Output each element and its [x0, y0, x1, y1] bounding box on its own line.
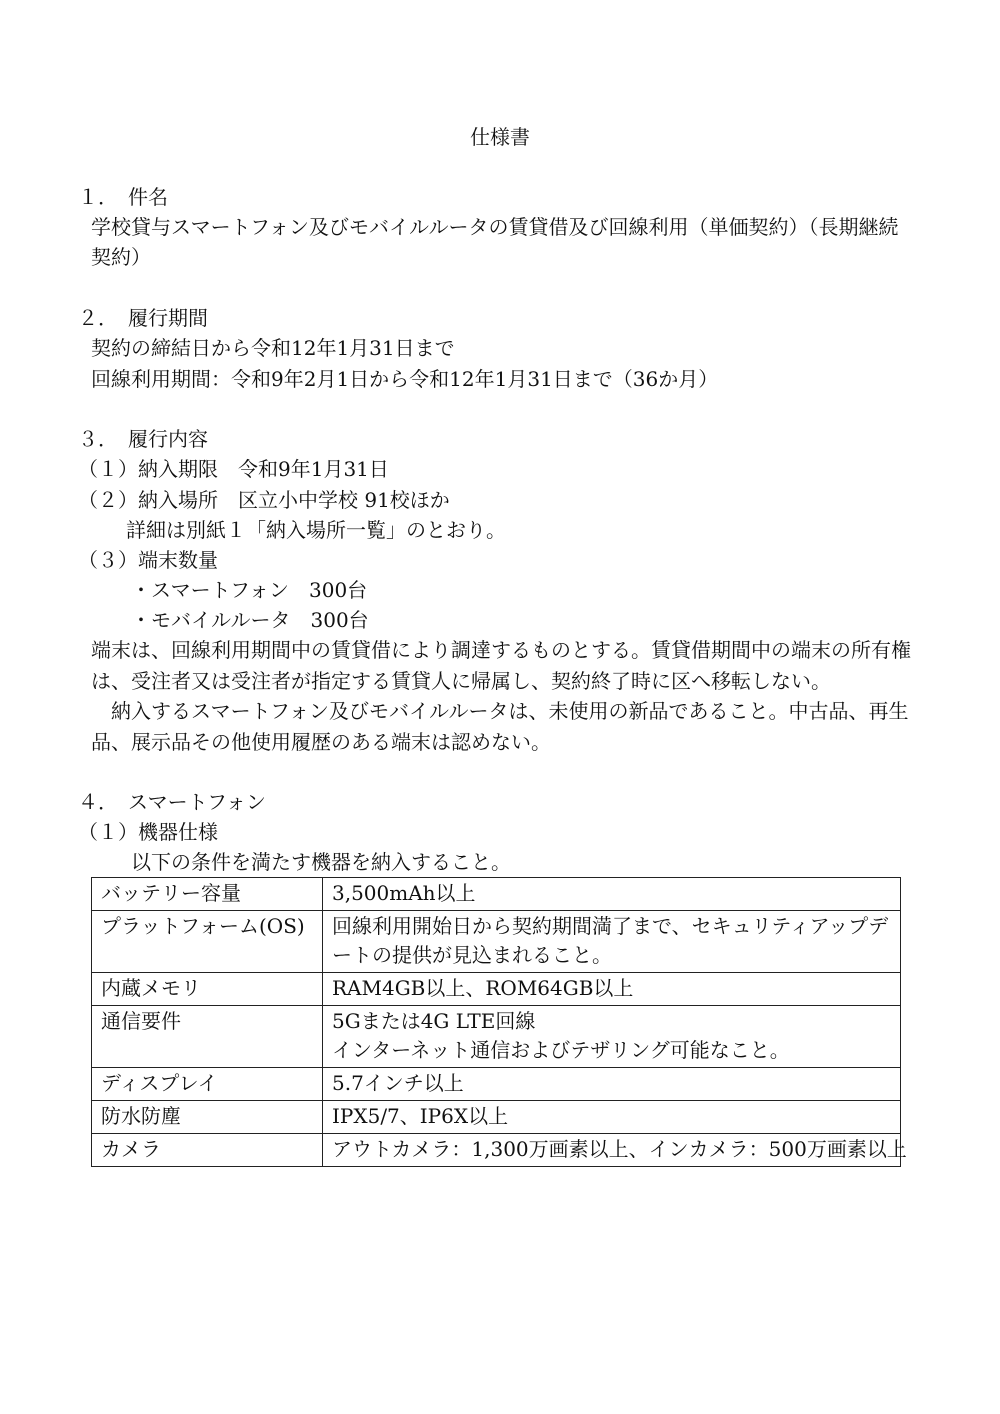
- section-3-item-3: （３）端末数量: [78, 548, 218, 572]
- spec-value: [323, 1006, 901, 1068]
- section-3-paragraph-line-1: 端末は、回線利用期間中の賃貸借により調達するものとする。賃貸借期間中の端末の所有権: [91, 638, 911, 662]
- section-4-heading: ４． スマートフォン: [78, 790, 266, 814]
- spec-table: [91, 877, 907, 1167]
- spec-value: [323, 911, 901, 973]
- spec-label: ディスプレイ: [92, 1068, 323, 1101]
- section-4-intro: 以下の条件を満たす機器を納入すること。: [131, 850, 511, 874]
- spec-label: プラットフォーム(OS): [92, 911, 323, 973]
- spec-value-line: 3,500mAh以上: [332, 881, 476, 905]
- spec-label: カメラ: [92, 1134, 323, 1167]
- section-3-quantity-router: ・モバイルルータ 300台: [131, 608, 369, 632]
- spec-value-line: アウトカメラ：1,300万画素以上、インカメラ：500万画素以上: [332, 1137, 907, 1161]
- section-3-paragraph-line-2: は、受注者又は受注者が指定する賃貸人に帰属し、契約終了時に区へ移転しない。: [91, 669, 831, 693]
- section-3-item-2-detail: 詳細は別紙１「納入場所一覧」のとおり。: [126, 518, 506, 542]
- table-row: [92, 973, 901, 1006]
- section-2-text-line-2: 回線利用期間：令和9年2月1日から令和12年1月31日まで（36か月）: [91, 367, 719, 391]
- spec-value-line: IPX5/7、IP6X以上: [332, 1104, 509, 1128]
- table-row: [92, 1134, 901, 1167]
- spec-value-line: RAM4GB以上、ROM64GB以上: [332, 976, 634, 1000]
- section-3-paragraph-line-3: 納入するスマートフォン及びモバイルルータは、未使用の新品であること。中古品、再生: [91, 699, 909, 723]
- spec-label: 内蔵メモリ: [92, 973, 323, 1006]
- spec-value-line: 5Gまたは4G LTE回線: [332, 1009, 536, 1033]
- section-3-item-1: （１）納入期限 令和9年1月31日: [78, 457, 389, 481]
- section-1-text-line-1: 学校貸与スマートフォン及びモバイルルータの賃貸借及び回線利用（単価契約）（長期継続: [91, 215, 899, 239]
- spec-value-line: 回線利用開始日から契約期間満了まで、セキュリティアップデ: [332, 914, 889, 938]
- spec-value: [323, 1101, 901, 1134]
- section-1-heading: １． 件名: [78, 185, 168, 209]
- section-2-heading: ２． 履行期間: [78, 306, 208, 330]
- section-3-quantity-smartphone: ・スマートフォン 300台: [131, 578, 368, 602]
- spec-value: [323, 1134, 907, 1167]
- section-2-text-line-1: 契約の締結日から令和12年1月31日まで: [91, 336, 455, 360]
- spec-label: 通信要件: [92, 1006, 323, 1068]
- table-row: [92, 1068, 901, 1101]
- table-row: [92, 1006, 901, 1068]
- section-3-paragraph-line-4: 品、展示品その他使用履歴のある端末は認めない。: [91, 730, 551, 754]
- document-title: 仕様書: [470, 125, 530, 149]
- spec-label: バッテリー容量: [92, 878, 323, 911]
- section-3-item-2: （２）納入場所 区立小中学校 91校ほか: [78, 488, 450, 512]
- spec-value-line: 5.7インチ以上: [332, 1071, 464, 1095]
- table-row: [92, 1101, 901, 1134]
- spec-value-line: インターネット通信およびテザリング可能なこと。: [332, 1038, 790, 1062]
- table-row: [92, 878, 901, 911]
- spec-value: [323, 878, 901, 911]
- spec-value: [323, 973, 901, 1006]
- spec-value-line: ートの提供が見込まれること。: [332, 943, 612, 967]
- section-4-sub-heading: （１）機器仕様: [78, 820, 218, 844]
- spec-value: [323, 1068, 901, 1101]
- section-1-text-line-2: 契約）: [91, 245, 151, 269]
- spec-label: 防水防塵: [92, 1101, 323, 1134]
- section-3-heading: ３． 履行内容: [78, 427, 208, 451]
- table-row: [92, 911, 901, 973]
